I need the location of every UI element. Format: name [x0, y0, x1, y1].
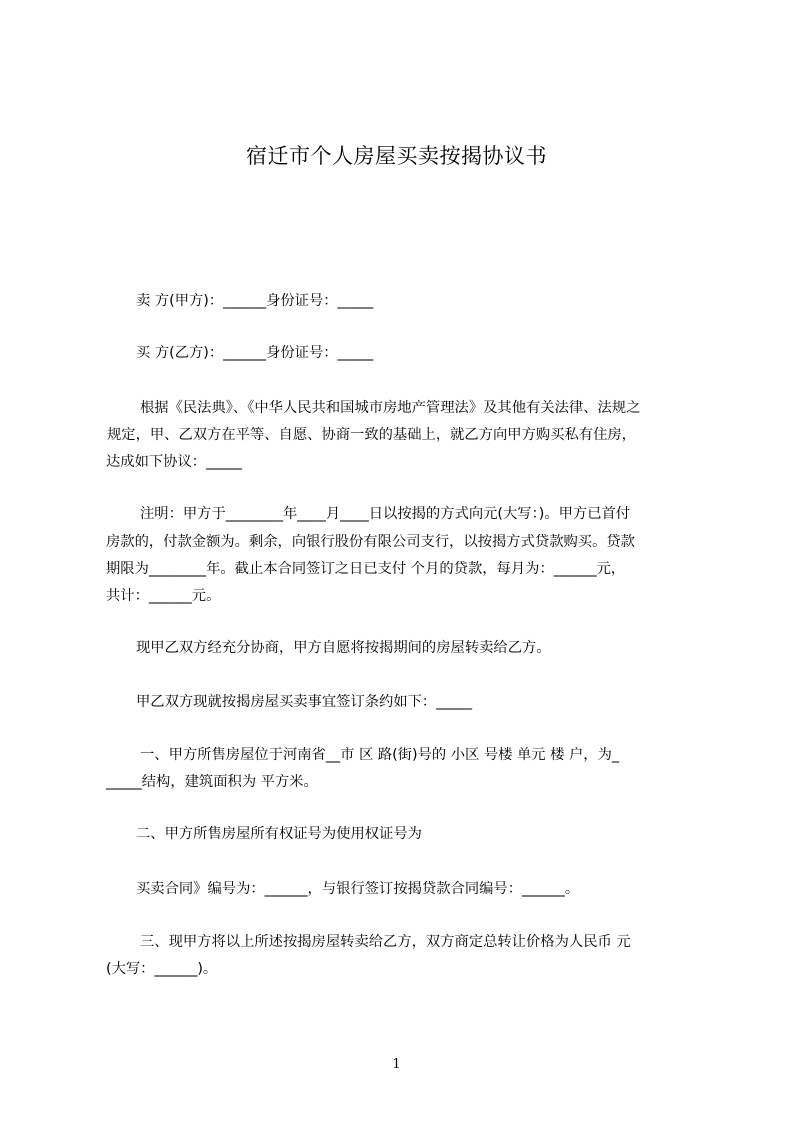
consult-line: 现甲乙双方经充分协商，甲方自愿将按揭期间的房屋转卖给乙方。 — [136, 640, 551, 656]
clause-2: 二、甲方所售房屋所有权证号为使用权证号为 — [136, 826, 422, 842]
clause-1-line-2: _____结构，建筑面积为 平方米。 — [106, 774, 318, 790]
document-title: 宿迁市个人房屋买卖按揭协议书 — [246, 144, 547, 168]
note-line-2: 房款的，付款金额为。剩余，向银行股份有限公司支行，以按揭方式贷款购买。贷款 — [106, 534, 635, 550]
basis-line-3: 达成如下协议：_____ — [106, 454, 242, 470]
note-line-3: 期限为________年。截止本合同签订之日已支付 个月的贷款，每月为：______元， — [106, 561, 626, 577]
note-line-1: 注明：甲方于________年____月____日以按揭的方式向元(大写：)。甲方已首付 — [140, 506, 631, 522]
buyer-line: 买 方(乙方)：______身份证号：_____ — [136, 345, 374, 361]
clause-3-line-1: 三、现甲方将以上所述按揭房屋转卖给乙方，双方商定总转让价格为人民币 元 — [140, 934, 631, 950]
clause-3-line-2: (大写：______)。 — [106, 961, 218, 977]
basis-line-1: 根据《民法典》、《中华人民共和国城市房地产管理法》及其他有关法律、法规之 — [140, 400, 641, 416]
page-number: 1 — [392, 1057, 401, 1072]
clause-1-line-1: 一、甲方所售房屋位于河南省__市 区 路(街)号的 小区 号楼 单元 楼 户，为_ — [140, 747, 620, 763]
seller-line: 卖 方(甲方)：______身份证号：_____ — [136, 293, 374, 309]
terms-intro: 甲乙双方现就按揭房屋买卖事宜签订条约如下：_____ — [136, 694, 472, 710]
note-line-4: 共计：______元。 — [106, 588, 221, 604]
contract-line: 买卖合同》编号为：______，与银行签订按揭贷款合同编号：______。 — [136, 881, 580, 897]
basis-line-2: 规定，甲、乙双方在平等、自愿、协商一致的基础上，就乙方向甲方购买私有住房， — [107, 427, 636, 443]
